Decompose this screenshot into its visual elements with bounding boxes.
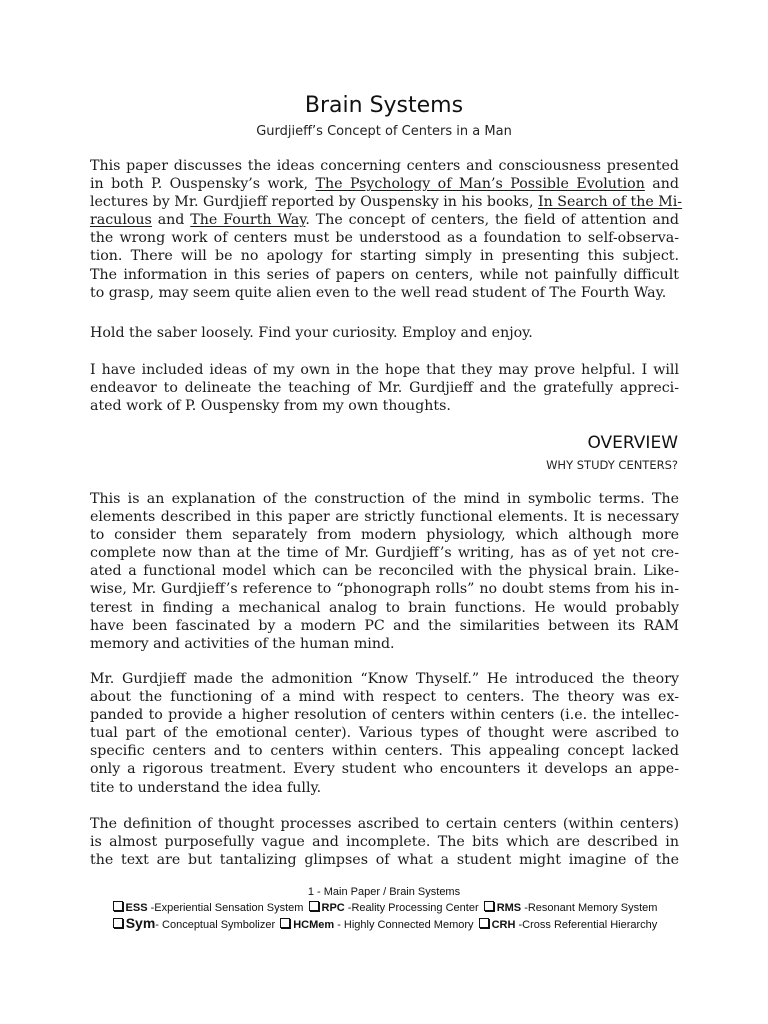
book-title: The Fourth Way <box>190 212 306 229</box>
legend-abbr: ESS <box>125 902 148 914</box>
text-line: tual part of the emotional center). Various types of thought were ascribed to <box>90 725 679 742</box>
checkbox-bullet-icon <box>479 918 489 928</box>
text-line: wise, Mr. Gurdjieff’s reference to “phonograph rolls” no doubt stems from his in- <box>90 581 679 598</box>
text-line: is almost purposefully vague and incomplete. The bits which are described in <box>90 834 679 851</box>
book-title: The Psychology of Man’s Possible Evolution <box>315 176 645 193</box>
checkbox-bullet-icon <box>484 901 494 911</box>
legend-abbr: RMS <box>496 902 522 914</box>
section-heading: OVERVIEW <box>587 433 678 453</box>
overview-paragraph-3 <box>90 815 679 869</box>
text-span: and <box>644 176 679 193</box>
overview-paragraph-1 <box>90 490 679 653</box>
text-line: complete now than at the time of Mr. Gurdjieff’s writing, has as of yet not cre- <box>90 545 679 562</box>
section-subheading: WHY STUDY CENTERS? <box>546 458 678 472</box>
text-line: elements described in this paper are strictly functional elements. It is necessary <box>90 509 679 526</box>
footer-legend-line-2 <box>0 915 768 931</box>
text-line: The information in this series of papers on centers, while not painfully difficult <box>90 266 679 283</box>
legend-abbr: HCMem <box>293 919 335 931</box>
intro-paragraph-1 <box>90 157 683 302</box>
text-line: the text are but tantalizing glimpses of what a student might imagine of the <box>90 852 679 869</box>
text-span: in both P. Ouspensky’s work, <box>90 176 316 193</box>
legend-text: - Highly Connected Memory <box>334 919 477 931</box>
text-line <box>90 211 679 229</box>
legend-text: -Cross Referential Hierarchy <box>515 919 658 931</box>
text-line: have been fascinated by a modern PC and the similarities between its RAM <box>90 617 679 634</box>
legend-text: -Resonant Memory System <box>521 902 658 914</box>
text-line: only a rigorous treatment. Every student who encounters it develops an appe- <box>90 761 679 778</box>
text-line: the wrong work of centers must be understood as a foundation to self-observa- <box>90 230 679 247</box>
text-span: lectures by Mr. Gurdjieff reported by Ouspensky in his books, <box>90 194 538 211</box>
text-line: to consider them separately from modern physiology, which although more <box>90 527 679 544</box>
book-title: raculous <box>90 212 152 229</box>
intro-paragraph-3 <box>90 361 679 415</box>
text-line: Hold the saber loosely. Find your curiosity. Employ and enjoy. <box>90 325 533 341</box>
checkbox-bullet-icon <box>280 918 290 928</box>
legend-abbr: CRH <box>491 919 516 931</box>
text-line: ated work of P. Ouspensky from my own thoughts. <box>90 398 451 415</box>
text-line: tite to understand the idea fully. <box>90 779 322 796</box>
text-line: panded to provide a higher resolution of centers within centers (i.e. the intellec- <box>90 707 679 724</box>
text-line: The definition of thought processes ascribed to certain centers (within centers) <box>90 816 679 832</box>
text-line <box>90 193 683 211</box>
legend-abbr: Sym <box>125 915 156 931</box>
text-line: about the functioning of a mind with respect to centers. The theory was ex- <box>90 689 679 706</box>
text-span: . The concept of centers, the field of attention and <box>305 212 679 229</box>
text-line: I have included ideas of my own in the hope that they may prove helpful. I will <box>90 362 679 378</box>
page-title: Brain Systems <box>304 93 464 118</box>
checkbox-bullet-icon <box>113 918 123 928</box>
text-span: and <box>151 212 191 229</box>
text-line: Mr. Gurdjieff made the admonition “Know Thyself.” He introduced the theory <box>90 671 679 687</box>
legend-abbr: RPC <box>321 902 345 914</box>
text-line <box>90 175 679 193</box>
footer-legend-line-1 <box>0 901 768 914</box>
footer-page-label: 1 - Main Paper / Brain Systems <box>307 886 461 898</box>
text-line: endeavor to delineate the teaching of Mr. Gurdjieff and the gratefully appreci- <box>90 380 679 397</box>
intro-paragraph-2 <box>90 324 679 342</box>
book-title: In Search of the Mi- <box>537 194 683 211</box>
text-line: ated a functional model which can be reconciled with the physical brain. Like- <box>90 563 679 580</box>
checkbox-bullet-icon <box>113 901 123 911</box>
overview-paragraph-2 <box>90 670 679 797</box>
text-line: memory and activities of the human mind. <box>90 635 395 652</box>
text-line: tion. There will be no apology for starting simply in presenting this subject. <box>90 248 679 265</box>
page-subtitle: Gurdjieff’s Concept of Centers in a Man <box>256 124 512 139</box>
legend-text: -Experiential Sensation System <box>147 902 307 914</box>
legend-text: -Reality Processing Center <box>344 902 482 914</box>
text-line: This paper discusses the ideas concerning centers and consciousness presented <box>90 158 679 174</box>
text-line: This is an explanation of the construction of the mind in symbolic terms. The <box>90 491 679 507</box>
legend-text: - Conceptual Symbolizer <box>155 919 279 931</box>
text-line: terest in finding a mechanical analog to brain functions. He would probably <box>90 599 679 616</box>
text-line: specific centers and to centers within centers. This appealing concept lacked <box>90 743 679 760</box>
checkbox-bullet-icon <box>309 901 319 911</box>
text-line: to grasp, may seem quite alien even to the well read student of The Fourth Way. <box>90 284 667 301</box>
